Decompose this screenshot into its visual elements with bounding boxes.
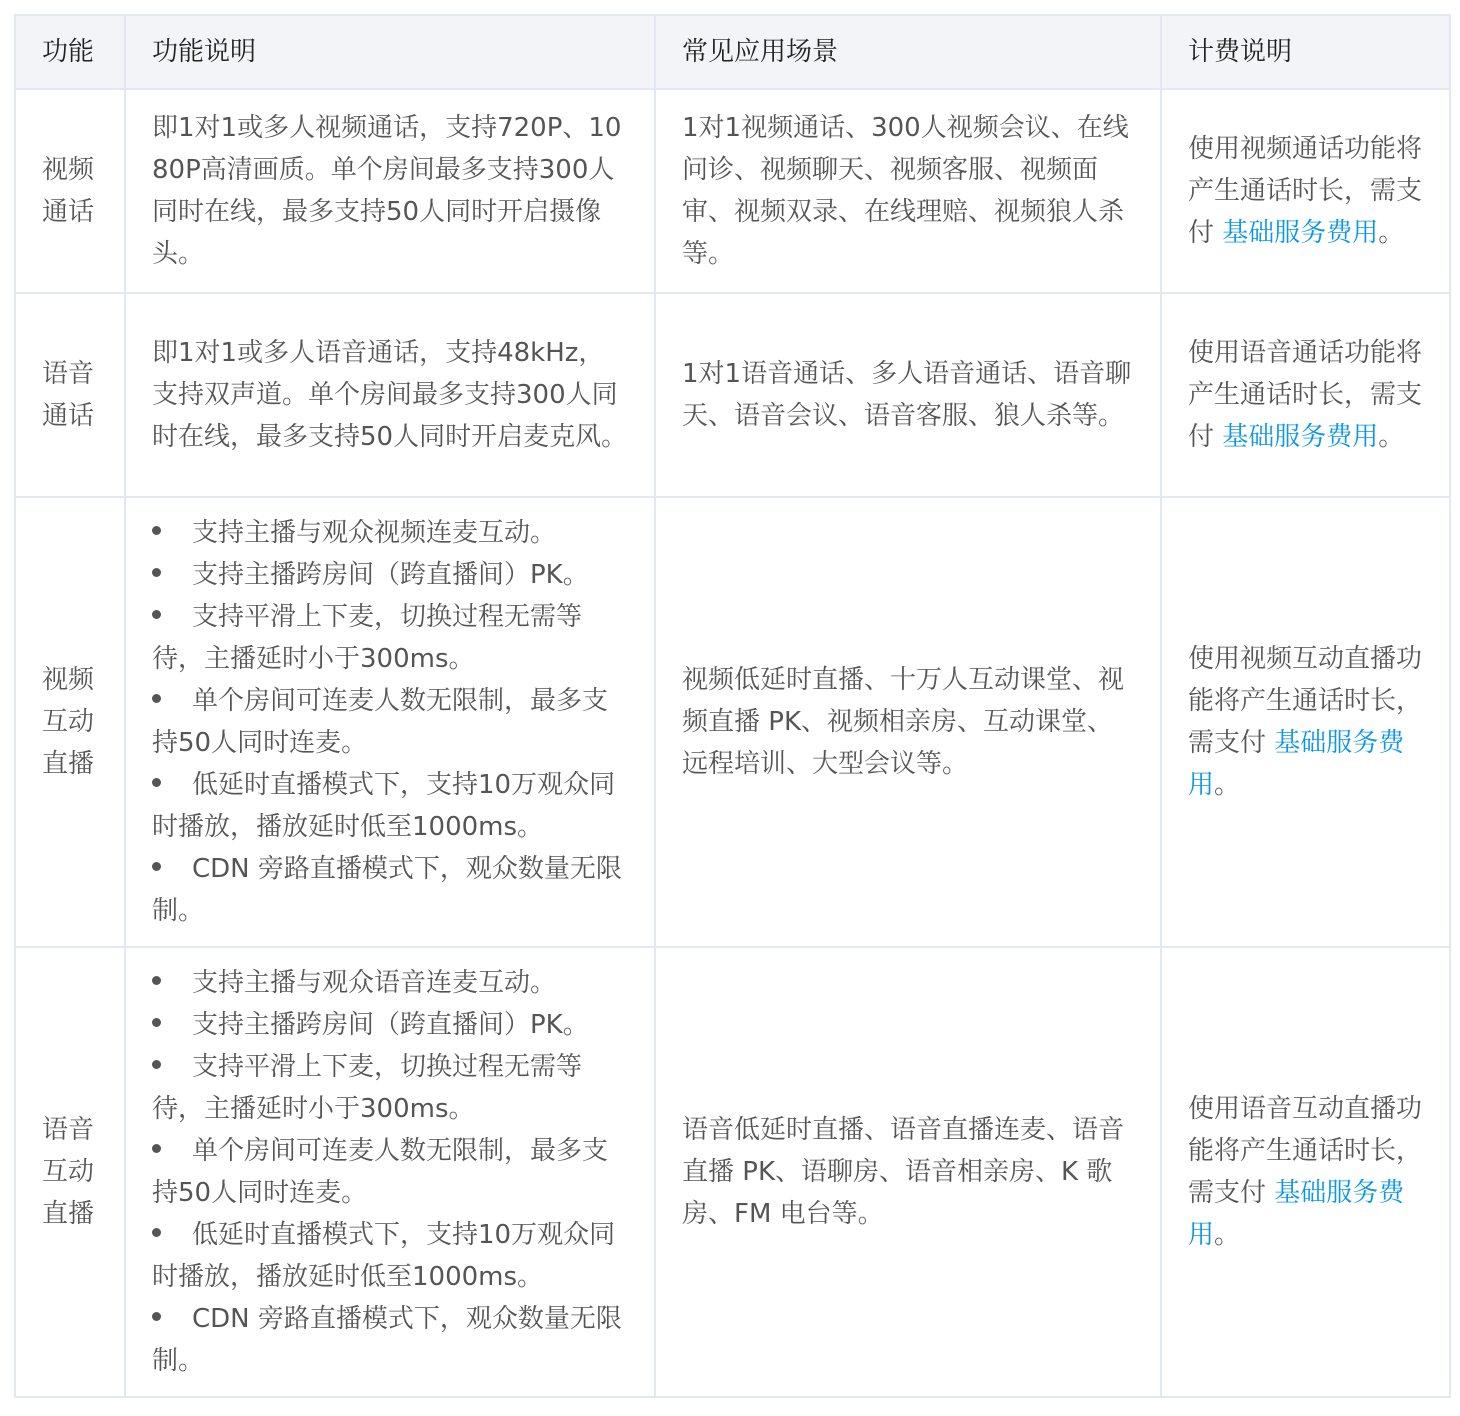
table-row [15, 293, 1450, 497]
feature-name-cell [15, 497, 125, 947]
feature-name: 直播 [42, 749, 95, 779]
bullet-icon [152, 1298, 192, 1340]
table-header-row [15, 15, 1450, 89]
list-item [152, 512, 628, 554]
feature-name: 语音 [42, 1115, 95, 1145]
list-item [152, 764, 628, 848]
billing-text-end: 。 [1378, 218, 1405, 248]
bullet-icon [152, 596, 192, 638]
list-item [152, 848, 628, 932]
bullet-icon [152, 512, 192, 554]
list-item [152, 1298, 628, 1382]
bullet-text: 支持主播与观众语音连麦互动。 [192, 968, 557, 998]
feature-name: 通话 [42, 401, 95, 431]
bullet-icon [152, 1004, 192, 1046]
bullet-text: 支持主播跨房间（跨直播间）PK。 [192, 560, 589, 590]
table-row [15, 497, 1450, 947]
billing-text: 使用视频互动直播功能将产生通话时长，需支付 [1188, 644, 1423, 758]
feature-description [125, 947, 655, 1397]
feature-billing [1161, 89, 1450, 293]
feature-description: 即1对1或多人视频通话，支持720P、1080P高清画质。单个房间最多支持300人同时在线，最多支持50人同时开启摄像头。 [125, 89, 655, 293]
list-item [152, 596, 628, 680]
bullet-icon [152, 848, 192, 890]
base-service-fee-link[interactable]: 基础服务费用 [1222, 218, 1379, 248]
feature-name-cell [15, 293, 125, 497]
list-item [152, 1046, 628, 1130]
feature-billing [1161, 293, 1450, 497]
feature-billing [1161, 947, 1450, 1397]
list-item [152, 962, 628, 1004]
base-service-fee-link[interactable]: 基础服务费用 [1188, 728, 1405, 800]
bullet-icon [152, 554, 192, 596]
bullet-text: CDN 旁路直播模式下，观众数量无限制。 [152, 854, 622, 926]
feature-table [14, 14, 1451, 1398]
billing-text-end: 。 [1378, 422, 1405, 452]
list-item [152, 1214, 628, 1298]
bullet-icon [152, 1130, 192, 1172]
bullet-text: 支持平滑上下麦，切换过程无需等待，主播延时小于300ms。 [152, 1052, 583, 1124]
feature-scenarios: 视频低延时直播、十万人互动课堂、视频直播 PK、视频相亲房、互动课堂、远程培训、大型会议等。 [655, 497, 1161, 947]
bullet-text: 单个房间可连麦人数无限制，最多支持50人同时连麦。 [152, 686, 609, 758]
base-service-fee-link[interactable]: 基础服务费用 [1188, 1178, 1405, 1250]
feature-scenarios: 语音低延时直播、语音直播连麦、语音直播 PK、语聊房、语音相亲房、K 歌房、FM 电台等。 [655, 947, 1161, 1397]
bullet-text: 支持主播与观众视频连麦互动。 [192, 518, 557, 548]
billing-text: 使用语音互动直播功能将产生通话时长，需支付 [1188, 1094, 1423, 1208]
header-billing: 计费说明 [1161, 15, 1450, 89]
feature-description: 即1对1或多人语音通话，支持48kHz，支持双声道。单个房间最多支持300人同时在线，最多支持50人同时开启麦克风。 [125, 293, 655, 497]
billing-text-end: 。 [1214, 770, 1241, 800]
billing-text-end: 。 [1214, 1220, 1241, 1250]
feature-bullet-list [152, 512, 628, 932]
feature-name: 视频 [42, 155, 95, 185]
bullet-text: 单个房间可连麦人数无限制，最多支持50人同时连麦。 [152, 1136, 609, 1208]
bullet-icon [152, 1046, 192, 1088]
header-feature: 功能 [15, 15, 125, 89]
bullet-icon [152, 764, 192, 806]
feature-name: 互动 [42, 707, 95, 737]
feature-description [125, 497, 655, 947]
list-item [152, 1004, 628, 1046]
feature-name-cell [15, 89, 125, 293]
table-row [15, 89, 1450, 293]
feature-scenarios: 1对1语音通话、多人语音通话、语音聊天、语音会议、语音客服、狼人杀等。 [655, 293, 1161, 497]
feature-name: 视频 [42, 665, 95, 695]
bullet-text: 支持平滑上下麦，切换过程无需等待，主播延时小于300ms。 [152, 602, 583, 674]
list-item [152, 680, 628, 764]
bullet-text: 低延时直播模式下，支持10万观众同时播放，播放延时低至1000ms。 [152, 1220, 616, 1292]
billing-text: 使用语音通话功能将产生通话时长，需支付 [1188, 338, 1423, 452]
bullet-icon [152, 680, 192, 722]
bullet-text: CDN 旁路直播模式下，观众数量无限制。 [152, 1304, 622, 1376]
table-row [15, 947, 1450, 1397]
list-item [152, 554, 628, 596]
feature-name: 通话 [42, 197, 95, 227]
bullet-icon [152, 1214, 192, 1256]
bullet-icon [152, 962, 192, 1004]
feature-name-cell [15, 947, 125, 1397]
feature-name: 互动 [42, 1157, 95, 1187]
feature-name: 直播 [42, 1199, 95, 1229]
feature-scenarios: 1对1视频通话、300人视频会议、在线问诊、视频聊天、视频客服、视频面审、视频双录、在线理赔、视频狼人杀等。 [655, 89, 1161, 293]
billing-text: 使用视频通话功能将产生通话时长，需支付 [1188, 134, 1423, 248]
list-item [152, 1130, 628, 1214]
header-description: 功能说明 [125, 15, 655, 89]
feature-name: 语音 [42, 359, 95, 389]
base-service-fee-link[interactable]: 基础服务费用 [1222, 422, 1379, 452]
bullet-text: 低延时直播模式下，支持10万观众同时播放，播放延时低至1000ms。 [152, 770, 616, 842]
header-scenarios: 常见应用场景 [655, 15, 1161, 89]
feature-bullet-list [152, 962, 628, 1382]
feature-billing [1161, 497, 1450, 947]
bullet-text: 支持主播跨房间（跨直播间）PK。 [192, 1010, 589, 1040]
